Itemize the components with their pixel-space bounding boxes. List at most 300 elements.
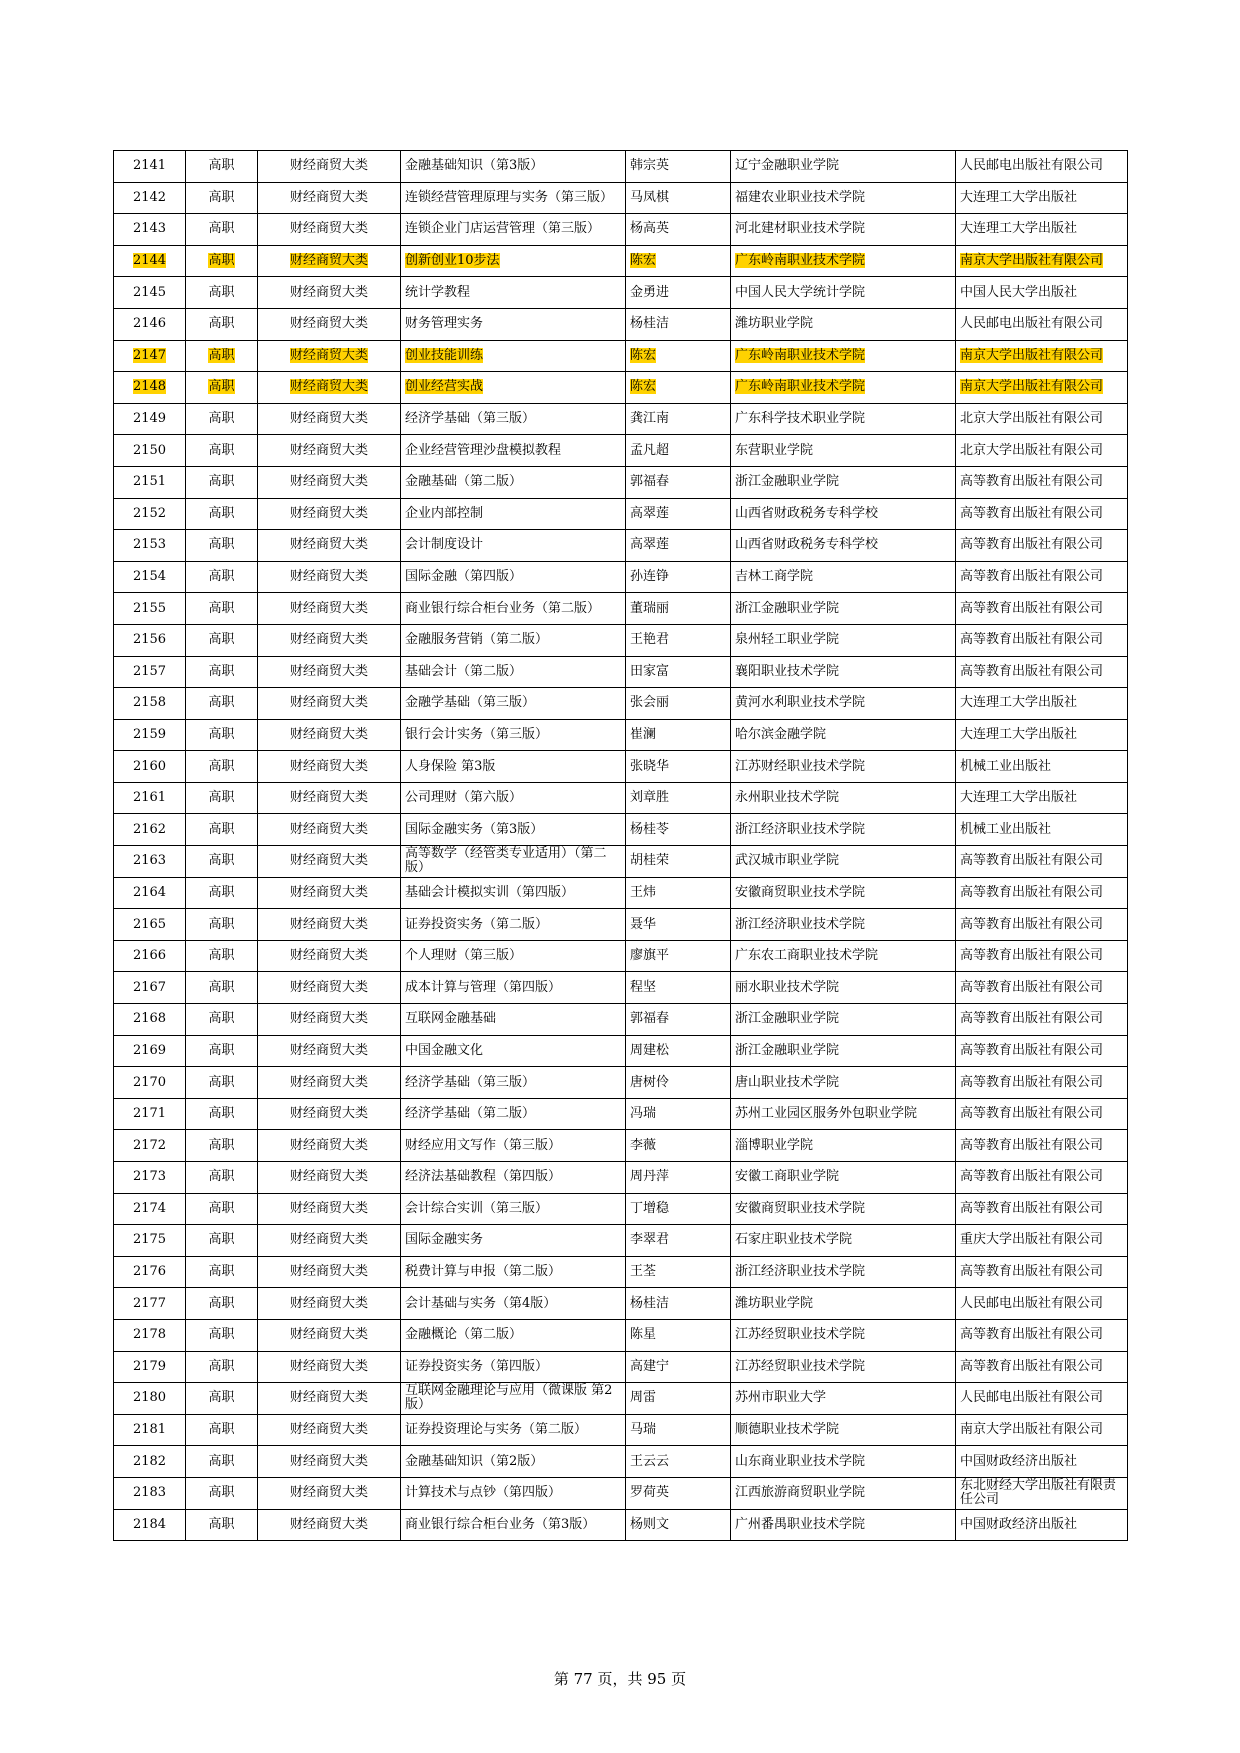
cell-category xyxy=(258,782,401,814)
table-row xyxy=(114,403,1128,435)
cell-author-text: 周丹萍 xyxy=(630,1169,670,1185)
table-row xyxy=(114,751,1128,783)
cell-author-text: 王艳君 xyxy=(630,632,670,648)
cell-school xyxy=(731,308,956,340)
cell-author xyxy=(626,1414,731,1446)
cell-category xyxy=(258,561,401,593)
cell-publisher-text: 南京大学出版社有限公司 xyxy=(960,1422,1104,1438)
cell-title xyxy=(401,1383,626,1415)
cell-level-text: 高职 xyxy=(208,1169,235,1185)
cell-number-text: 2143 xyxy=(132,221,167,237)
table-row xyxy=(114,372,1128,404)
cell-title xyxy=(401,245,626,277)
table-row xyxy=(114,877,1128,909)
cell-category-text: 财经商贸大类 xyxy=(289,347,368,363)
cell-category-text: 财经商贸大类 xyxy=(289,158,368,174)
cell-number xyxy=(114,1256,186,1288)
cell-number-text: 2144 xyxy=(132,253,167,269)
cell-number xyxy=(114,214,186,246)
cell-category xyxy=(258,1162,401,1194)
cell-title-text: 计算技术与点钞（第四版） xyxy=(405,1485,562,1501)
cell-level xyxy=(186,182,258,214)
cell-publisher xyxy=(956,1446,1128,1478)
cell-number xyxy=(114,909,186,941)
cell-title-text: 成本计算与管理（第四版） xyxy=(405,979,562,995)
cell-publisher xyxy=(956,1509,1128,1541)
cell-title-text: 中国金融文化 xyxy=(405,1042,484,1058)
cell-school-text: 哈尔滨金融学院 xyxy=(735,726,827,742)
cell-category-text: 财经商贸大类 xyxy=(289,1422,368,1438)
cell-category-text: 财经商贸大类 xyxy=(289,1295,368,1311)
cell-category-text: 财经商贸大类 xyxy=(289,758,368,774)
cell-school xyxy=(731,277,956,309)
cell-number xyxy=(114,1035,186,1067)
cell-category-text: 财经商贸大类 xyxy=(289,1137,368,1153)
cell-title xyxy=(401,1004,626,1036)
cell-title-text: 经济学基础（第二版） xyxy=(405,1106,536,1122)
cell-number-text: 2178 xyxy=(132,1327,167,1343)
cell-author-text: 李薇 xyxy=(630,1137,657,1153)
cell-author xyxy=(626,1477,731,1509)
cell-category-text: 财经商贸大类 xyxy=(289,379,368,395)
cell-title-text: 公司理财（第六版） xyxy=(405,790,523,806)
cell-author-text: 孟凡超 xyxy=(630,442,670,458)
cell-publisher xyxy=(956,1004,1128,1036)
cell-category xyxy=(258,846,401,878)
cell-school-text: 苏州工业园区服务外包职业学院 xyxy=(735,1106,918,1122)
cell-category-text: 财经商贸大类 xyxy=(289,1011,368,1027)
cell-school-text: 浙江经济职业技术学院 xyxy=(735,821,866,837)
cell-category xyxy=(258,1446,401,1478)
cell-category-text: 财经商贸大类 xyxy=(289,1453,368,1469)
cell-number xyxy=(114,1288,186,1320)
cell-number xyxy=(114,403,186,435)
cell-author xyxy=(626,1351,731,1383)
cell-school xyxy=(731,1477,956,1509)
cell-author-text: 孙连铮 xyxy=(630,569,670,585)
table-row xyxy=(114,1509,1128,1541)
cell-category-text: 财经商贸大类 xyxy=(289,505,368,521)
cell-title-text: 金融基础知识（第3版） xyxy=(405,158,544,174)
table-row xyxy=(114,814,1128,846)
cell-title-text: 财经应用文写作（第三版） xyxy=(405,1137,562,1153)
table-row xyxy=(114,1446,1128,1478)
cell-level-text: 高职 xyxy=(208,284,235,300)
cell-school-text: 江苏经贸职业技术学院 xyxy=(735,1327,866,1343)
cell-school-text: 苏州市职业大学 xyxy=(735,1390,827,1406)
cell-school-text: 江西旅游商贸职业学院 xyxy=(735,1485,866,1501)
cell-number-text: 2173 xyxy=(132,1169,167,1185)
cell-school xyxy=(731,561,956,593)
cell-author xyxy=(626,1098,731,1130)
cell-publisher xyxy=(956,308,1128,340)
cell-category-text: 财经商贸大类 xyxy=(289,1200,368,1216)
cell-title-text: 金融学基础（第三版） xyxy=(405,695,536,711)
cell-title xyxy=(401,214,626,246)
cell-author-text: 杨桂苓 xyxy=(630,821,670,837)
cell-school-text: 中国人民大学统计学院 xyxy=(735,284,866,300)
cell-title xyxy=(401,1225,626,1257)
cell-number xyxy=(114,846,186,878)
cell-level xyxy=(186,308,258,340)
cell-school xyxy=(731,1319,956,1351)
cell-publisher xyxy=(956,751,1128,783)
cell-title-text: 金融概论（第二版） xyxy=(405,1327,523,1343)
cell-level xyxy=(186,1225,258,1257)
cell-publisher-text: 大连理工大学出版社 xyxy=(960,695,1078,711)
cell-category-text: 财经商贸大类 xyxy=(289,569,368,585)
cell-school xyxy=(731,624,956,656)
cell-level xyxy=(186,466,258,498)
cell-level-text: 高职 xyxy=(208,916,235,932)
cell-school-text: 江苏财经职业技术学院 xyxy=(735,758,866,774)
cell-category-text: 财经商贸大类 xyxy=(289,537,368,553)
cell-level-text: 高职 xyxy=(208,253,235,269)
cell-category-text: 财经商贸大类 xyxy=(289,821,368,837)
cell-number-text: 2168 xyxy=(132,1011,167,1027)
cell-title xyxy=(401,877,626,909)
cell-level-text: 高职 xyxy=(208,853,235,869)
cell-author-text: 韩宗英 xyxy=(630,158,670,174)
cell-number xyxy=(114,751,186,783)
cell-level-text: 高职 xyxy=(208,663,235,679)
cell-school xyxy=(731,1098,956,1130)
cell-publisher-text: 人民邮电出版社有限公司 xyxy=(960,1295,1104,1311)
cell-level xyxy=(186,1162,258,1194)
cell-author xyxy=(626,182,731,214)
cell-level xyxy=(186,214,258,246)
cell-level-text: 高职 xyxy=(208,1327,235,1343)
cell-publisher-text: 中国财政经济出版社 xyxy=(960,1453,1078,1469)
cell-number xyxy=(114,688,186,720)
cell-number-text: 2156 xyxy=(132,632,167,648)
cell-number xyxy=(114,593,186,625)
cell-level xyxy=(186,435,258,467)
cell-level-text: 高职 xyxy=(208,948,235,964)
cell-school-text: 安徽商贸职业技术学院 xyxy=(735,884,866,900)
cell-school xyxy=(731,498,956,530)
cell-category xyxy=(258,182,401,214)
cell-school-text: 武汉城市职业学院 xyxy=(735,853,840,869)
cell-title xyxy=(401,940,626,972)
cell-number xyxy=(114,1130,186,1162)
cell-number xyxy=(114,245,186,277)
cell-level xyxy=(186,1288,258,1320)
cell-school-text: 潍坊职业学院 xyxy=(735,316,814,332)
cell-school-text: 永州职业技术学院 xyxy=(735,790,840,806)
cell-number xyxy=(114,1414,186,1446)
cell-category xyxy=(258,277,401,309)
cell-title xyxy=(401,593,626,625)
cell-title xyxy=(401,972,626,1004)
cell-publisher xyxy=(956,719,1128,751)
cell-school xyxy=(731,688,956,720)
cell-level-text: 高职 xyxy=(208,1453,235,1469)
cell-level xyxy=(186,814,258,846)
cell-category xyxy=(258,751,401,783)
cell-title-text: 商业银行综合柜台业务（第二版） xyxy=(405,600,601,616)
cell-number xyxy=(114,308,186,340)
cell-title-text: 国际金融实务 xyxy=(405,1232,484,1248)
table-row xyxy=(114,624,1128,656)
cell-title xyxy=(401,782,626,814)
cell-level xyxy=(186,151,258,183)
cell-author-text: 丁增稳 xyxy=(630,1200,670,1216)
cell-number xyxy=(114,877,186,909)
cell-school-text: 丽水职业技术学院 xyxy=(735,979,840,995)
cell-school-text: 江苏经贸职业技术学院 xyxy=(735,1358,866,1374)
cell-title-text: 国际金融实务（第3版） xyxy=(405,821,544,837)
cell-number-text: 2147 xyxy=(132,347,167,363)
cell-number-text: 2155 xyxy=(132,600,167,616)
cell-title-text: 银行会计实务（第三版） xyxy=(405,726,549,742)
cell-school-text: 广东农工商职业技术学院 xyxy=(735,948,879,964)
cell-publisher xyxy=(956,972,1128,1004)
cell-level xyxy=(186,498,258,530)
cell-title-text: 会计综合实训（第三版） xyxy=(405,1200,549,1216)
cell-author xyxy=(626,1035,731,1067)
cell-school xyxy=(731,1256,956,1288)
cell-school xyxy=(731,593,956,625)
cell-author-text: 刘章胜 xyxy=(630,790,670,806)
table-row xyxy=(114,1288,1128,1320)
cell-publisher xyxy=(956,814,1128,846)
cell-school xyxy=(731,1162,956,1194)
cell-category-text: 财经商贸大类 xyxy=(289,948,368,964)
cell-publisher-text: 高等教育出版社有限公司 xyxy=(960,1137,1104,1153)
cell-number xyxy=(114,1098,186,1130)
cell-title xyxy=(401,688,626,720)
cell-school-text: 广东岭南职业技术学院 xyxy=(735,253,866,269)
cell-category xyxy=(258,1288,401,1320)
cell-level xyxy=(186,719,258,751)
cell-category xyxy=(258,1414,401,1446)
table-row xyxy=(114,782,1128,814)
cell-number xyxy=(114,1004,186,1036)
cell-school xyxy=(731,972,956,1004)
cell-number-text: 2161 xyxy=(132,790,167,806)
cell-publisher-text: 高等教育出版社有限公司 xyxy=(960,1358,1104,1374)
cell-school xyxy=(731,530,956,562)
cell-title-text: 国际金融（第四版） xyxy=(405,569,523,585)
cell-publisher-text: 高等教育出版社有限公司 xyxy=(960,632,1104,648)
cell-title-text: 个人理财（第三版） xyxy=(405,948,523,964)
cell-category-text: 财经商贸大类 xyxy=(289,1042,368,1058)
cell-school-text: 安徽商贸职业技术学院 xyxy=(735,1200,866,1216)
cell-category xyxy=(258,340,401,372)
cell-author-text: 廖旗平 xyxy=(630,948,670,964)
cell-school-text: 顺德职业技术学院 xyxy=(735,1422,840,1438)
cell-title xyxy=(401,1067,626,1099)
cell-number-text: 2171 xyxy=(132,1106,167,1122)
cell-category xyxy=(258,1067,401,1099)
cell-title xyxy=(401,1098,626,1130)
cell-title-text: 互联网金融基础 xyxy=(405,1011,497,1027)
cell-publisher-text: 高等教育出版社有限公司 xyxy=(960,979,1104,995)
cell-number xyxy=(114,1509,186,1541)
cell-author xyxy=(626,1509,731,1541)
cell-category xyxy=(258,877,401,909)
cell-publisher xyxy=(956,340,1128,372)
cell-level-text: 高职 xyxy=(208,505,235,521)
cell-level xyxy=(186,846,258,878)
cell-title-text: 互联网金融理论与应用（微课版 第2版） xyxy=(405,1383,613,1413)
cell-title-text: 基础会计（第二版） xyxy=(405,663,523,679)
table-row xyxy=(114,530,1128,562)
cell-school-text: 广东岭南职业技术学院 xyxy=(735,347,866,363)
cell-number xyxy=(114,814,186,846)
table-row xyxy=(114,340,1128,372)
cell-level-text: 高职 xyxy=(208,411,235,427)
cell-publisher xyxy=(956,1225,1128,1257)
cell-publisher-text: 高等教育出版社有限公司 xyxy=(960,884,1104,900)
cell-level-text: 高职 xyxy=(208,1516,235,1532)
cell-author xyxy=(626,530,731,562)
cell-title-text: 金融基础知识（第2版） xyxy=(405,1453,544,1469)
cell-number-text: 2169 xyxy=(132,1042,167,1058)
cell-level xyxy=(186,277,258,309)
cell-publisher-text: 机械工业出版社 xyxy=(960,821,1052,837)
cell-level xyxy=(186,909,258,941)
cell-school-text: 石家庄职业技术学院 xyxy=(735,1232,853,1248)
cell-number-text: 2163 xyxy=(132,853,167,869)
cell-level xyxy=(186,1067,258,1099)
cell-author xyxy=(626,277,731,309)
cell-number xyxy=(114,719,186,751)
cell-category xyxy=(258,1256,401,1288)
cell-publisher xyxy=(956,782,1128,814)
cell-publisher-text: 高等教育出版社有限公司 xyxy=(960,948,1104,964)
cell-number-text: 2154 xyxy=(132,569,167,585)
cell-category-text: 财经商贸大类 xyxy=(289,411,368,427)
cell-number xyxy=(114,530,186,562)
cell-title-text: 连锁经营管理原理与实务（第三版） xyxy=(405,189,614,205)
cell-publisher-text: 高等教育出版社有限公司 xyxy=(960,1327,1104,1343)
cell-school xyxy=(731,940,956,972)
cell-category xyxy=(258,909,401,941)
cell-author-text: 马凤棋 xyxy=(630,189,670,205)
cell-publisher-text: 高等教育出版社有限公司 xyxy=(960,1042,1104,1058)
cell-author-text: 王炜 xyxy=(630,884,657,900)
cell-author-text: 陈星 xyxy=(630,1327,657,1343)
cell-level-text: 高职 xyxy=(208,790,235,806)
cell-author-text: 周雷 xyxy=(630,1390,657,1406)
cell-school-text: 河北建材职业技术学院 xyxy=(735,221,866,237)
cell-number-text: 2158 xyxy=(132,695,167,711)
cell-title xyxy=(401,1477,626,1509)
cell-author-text: 陈宏 xyxy=(630,379,657,395)
cell-publisher-text: 人民邮电出版社有限公司 xyxy=(960,158,1104,174)
cell-level xyxy=(186,403,258,435)
cell-author-text: 王云云 xyxy=(630,1453,670,1469)
cell-title xyxy=(401,1256,626,1288)
cell-level-text: 高职 xyxy=(208,347,235,363)
cell-level-text: 高职 xyxy=(208,1295,235,1311)
cell-level xyxy=(186,1035,258,1067)
cell-author xyxy=(626,846,731,878)
cell-author-text: 崔澜 xyxy=(630,726,657,742)
cell-author xyxy=(626,814,731,846)
cell-number-text: 2157 xyxy=(132,663,167,679)
cell-category-text: 财经商贸大类 xyxy=(289,284,368,300)
cell-number-text: 2175 xyxy=(132,1232,167,1248)
cell-author xyxy=(626,1162,731,1194)
cell-publisher-text: 高等教育出版社有限公司 xyxy=(960,600,1104,616)
cell-level-text: 高职 xyxy=(208,189,235,205)
cell-level xyxy=(186,1004,258,1036)
cell-number xyxy=(114,1319,186,1351)
cell-category xyxy=(258,1319,401,1351)
cell-author xyxy=(626,151,731,183)
cell-author-text: 聂华 xyxy=(630,916,657,932)
cell-category xyxy=(258,593,401,625)
cell-author-text: 陈宏 xyxy=(630,347,657,363)
cell-category-text: 财经商贸大类 xyxy=(289,1074,368,1090)
cell-author xyxy=(626,688,731,720)
cell-author xyxy=(626,1067,731,1099)
cell-publisher xyxy=(956,846,1128,878)
cell-title-text: 会计制度设计 xyxy=(405,537,484,553)
cell-school-text: 山西省财政税务专科学校 xyxy=(735,537,879,553)
cell-level-text: 高职 xyxy=(208,1042,235,1058)
cell-number-text: 2146 xyxy=(132,316,167,332)
cell-school xyxy=(731,372,956,404)
cell-title xyxy=(401,1035,626,1067)
table-row xyxy=(114,1098,1128,1130)
cell-title-text: 经济学基础（第三版） xyxy=(405,1074,536,1090)
cell-number xyxy=(114,340,186,372)
table-row xyxy=(114,1035,1128,1067)
cell-publisher xyxy=(956,1193,1128,1225)
cell-level-text: 高职 xyxy=(208,695,235,711)
cell-school xyxy=(731,1225,956,1257)
cell-level-text: 高职 xyxy=(208,1264,235,1280)
cell-title-text: 金融服务营销（第二版） xyxy=(405,632,549,648)
cell-category-text: 财经商贸大类 xyxy=(289,979,368,995)
cell-number-text: 2179 xyxy=(132,1358,167,1374)
cell-level xyxy=(186,1319,258,1351)
cell-category-text: 财经商贸大类 xyxy=(289,189,368,205)
cell-number xyxy=(114,624,186,656)
cell-school xyxy=(731,1193,956,1225)
cell-author-text: 唐树伶 xyxy=(630,1074,670,1090)
cell-number-text: 2166 xyxy=(132,948,167,964)
cell-author-text: 罗荷英 xyxy=(630,1485,670,1501)
cell-school xyxy=(731,182,956,214)
table-row xyxy=(114,214,1128,246)
cell-level xyxy=(186,530,258,562)
cell-level-text: 高职 xyxy=(208,1422,235,1438)
table-row xyxy=(114,435,1128,467)
cell-school-text: 山西省财政税务专科学校 xyxy=(735,505,879,521)
cell-number-text: 2174 xyxy=(132,1200,167,1216)
cell-category xyxy=(258,656,401,688)
cell-level xyxy=(186,1193,258,1225)
cell-author-text: 董瑞丽 xyxy=(630,600,670,616)
cell-publisher-text: 高等教育出版社有限公司 xyxy=(960,474,1104,490)
cell-level xyxy=(186,1383,258,1415)
cell-publisher xyxy=(956,1067,1128,1099)
cell-school xyxy=(731,214,956,246)
cell-number-text: 2183 xyxy=(132,1485,167,1501)
cell-school xyxy=(731,151,956,183)
cell-author-text: 高翠莲 xyxy=(630,505,670,521)
cell-level xyxy=(186,1098,258,1130)
cell-school xyxy=(731,403,956,435)
cell-publisher xyxy=(956,656,1128,688)
cell-title xyxy=(401,1351,626,1383)
cell-level xyxy=(186,593,258,625)
